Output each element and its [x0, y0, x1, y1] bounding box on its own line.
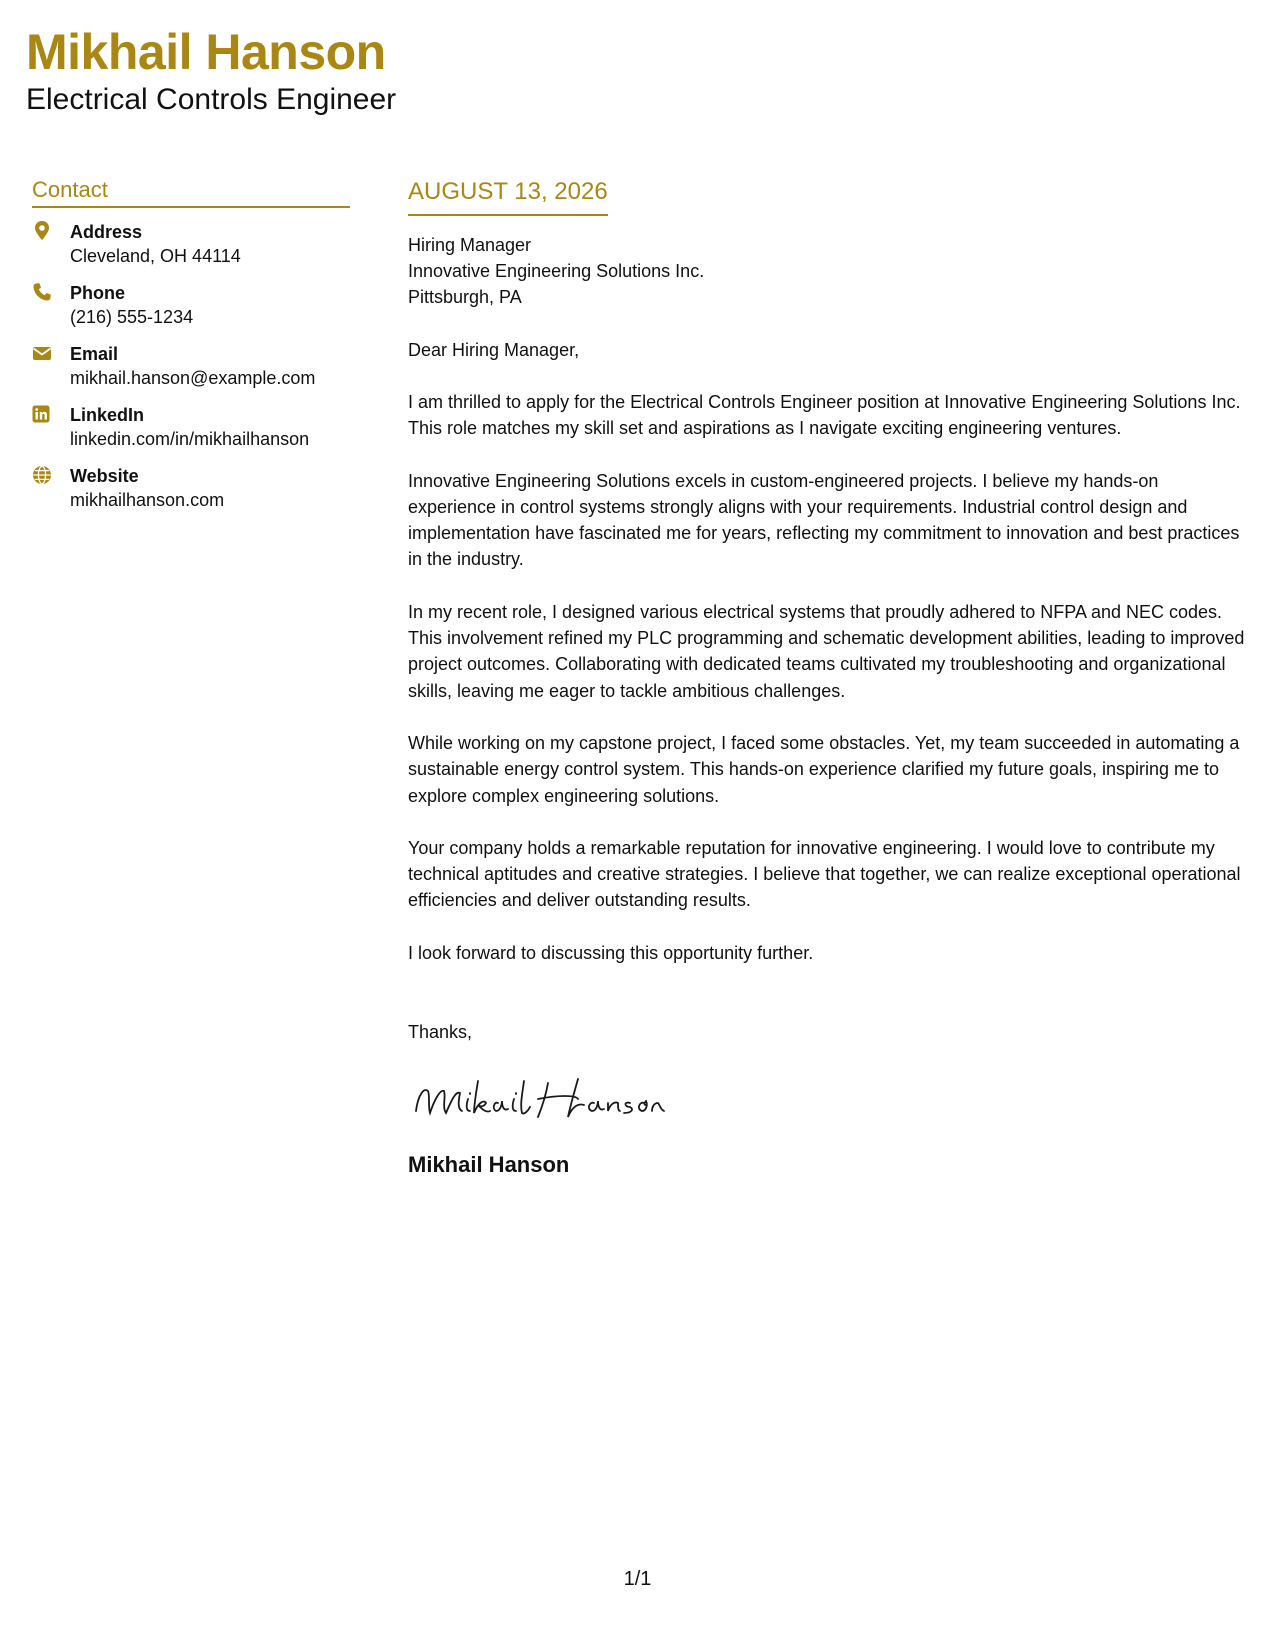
contact-label-address: Address	[70, 222, 143, 242]
handwritten-signature	[408, 1073, 1248, 1133]
contact-label-email: Email	[70, 344, 119, 364]
letter-paragraph: I look forward to discussing this opportunity further.	[408, 942, 814, 963]
letter-paragraph: Your company holds a remarkable reputation for innovative engineering. I would love to contribute my technical aptitudes and creative strategies. I believe that together, we can realize exceptional operational efficiencies and deliver outstanding results.	[408, 837, 1241, 911]
letter-body	[408, 176, 1248, 1179]
contact-value-email[interactable]: mikhail.hanson@example.com	[70, 368, 316, 388]
letter-paragraph: Innovative Engineering Solutions excels in custom-engineered projects. I believe my hands-on experience in control systems strongly aligns with your requirements. Industrial control design and implementation have fascinated me for years, reflecting my commitment to innovation and best practices in the industry.	[408, 470, 1240, 570]
contact-value-linkedin[interactable]: linkedin.com/in/mikhailhanson	[70, 429, 310, 449]
letter-paragraph: While working on my capstone project, I faced some obstacles. Yet, my team succeeded in automating a sustainable energy control system. This hands-on experience clarified my future goals, inspiring me to explore complex engineering solutions.	[408, 732, 1240, 806]
phone-icon	[32, 281, 70, 303]
recipient-line: Hiring Manager	[408, 235, 532, 255]
candidate-name: Mikhail Hanson	[26, 24, 386, 80]
contact-item-address	[32, 220, 350, 269]
contact-item-phone	[32, 281, 350, 330]
contact-value-website[interactable]: mikhailhanson.com	[70, 490, 225, 510]
page-number: 1/1	[623, 1568, 652, 1590]
contact-label-phone: Phone	[70, 283, 126, 303]
contact-item-website	[32, 464, 350, 513]
contact-value-address: Cleveland, OH 44114	[70, 246, 241, 266]
linkedin-icon	[32, 403, 70, 425]
contact-heading: Contact	[32, 176, 350, 208]
recipient-line: Innovative Engineering Solutions Inc.	[408, 261, 705, 281]
contact-value-phone: (216) 555-1234	[70, 307, 194, 327]
salutation: Dear Hiring Manager,	[408, 340, 580, 360]
contact-list	[32, 220, 350, 513]
header	[26, 22, 396, 118]
envelope-icon	[32, 342, 70, 364]
letter-paragraph: In my recent role, I designed various electrical systems that proudly adhered to NFPA and NEC codes. This involvement refined my PLC programming and schematic development abilities, leading to improved project outcomes. Collaborating with dedicated teams cultivated my troubleshooting and organizational skills, leaving me eager to tackle ambitious challenges.	[408, 601, 1245, 701]
contact-label-website: Website	[70, 466, 139, 486]
contact-label-linkedin: LinkedIn	[70, 405, 145, 425]
recipient-line: Pittsburgh, PA	[408, 287, 522, 307]
signer-name: Mikhail Hanson	[408, 1152, 570, 1178]
contact-item-email	[32, 342, 350, 391]
globe-icon	[32, 464, 70, 486]
letter-date: AUGUST 13, 2026	[408, 176, 608, 216]
map-pin-icon	[32, 220, 70, 242]
recipient-block	[408, 232, 1248, 310]
contact-item-linkedin	[32, 403, 350, 452]
contact-sidebar	[32, 176, 350, 525]
job-title: Electrical Controls Engineer	[26, 83, 397, 116]
letter-paragraph: I am thrilled to apply for the Electrical Controls Engineer position at Innovative Engineering Solutions Inc. This role matches my skill set and aspirations as I navigate exciting engineering ventures.	[408, 392, 1241, 439]
closing: Thanks,	[408, 1022, 473, 1043]
